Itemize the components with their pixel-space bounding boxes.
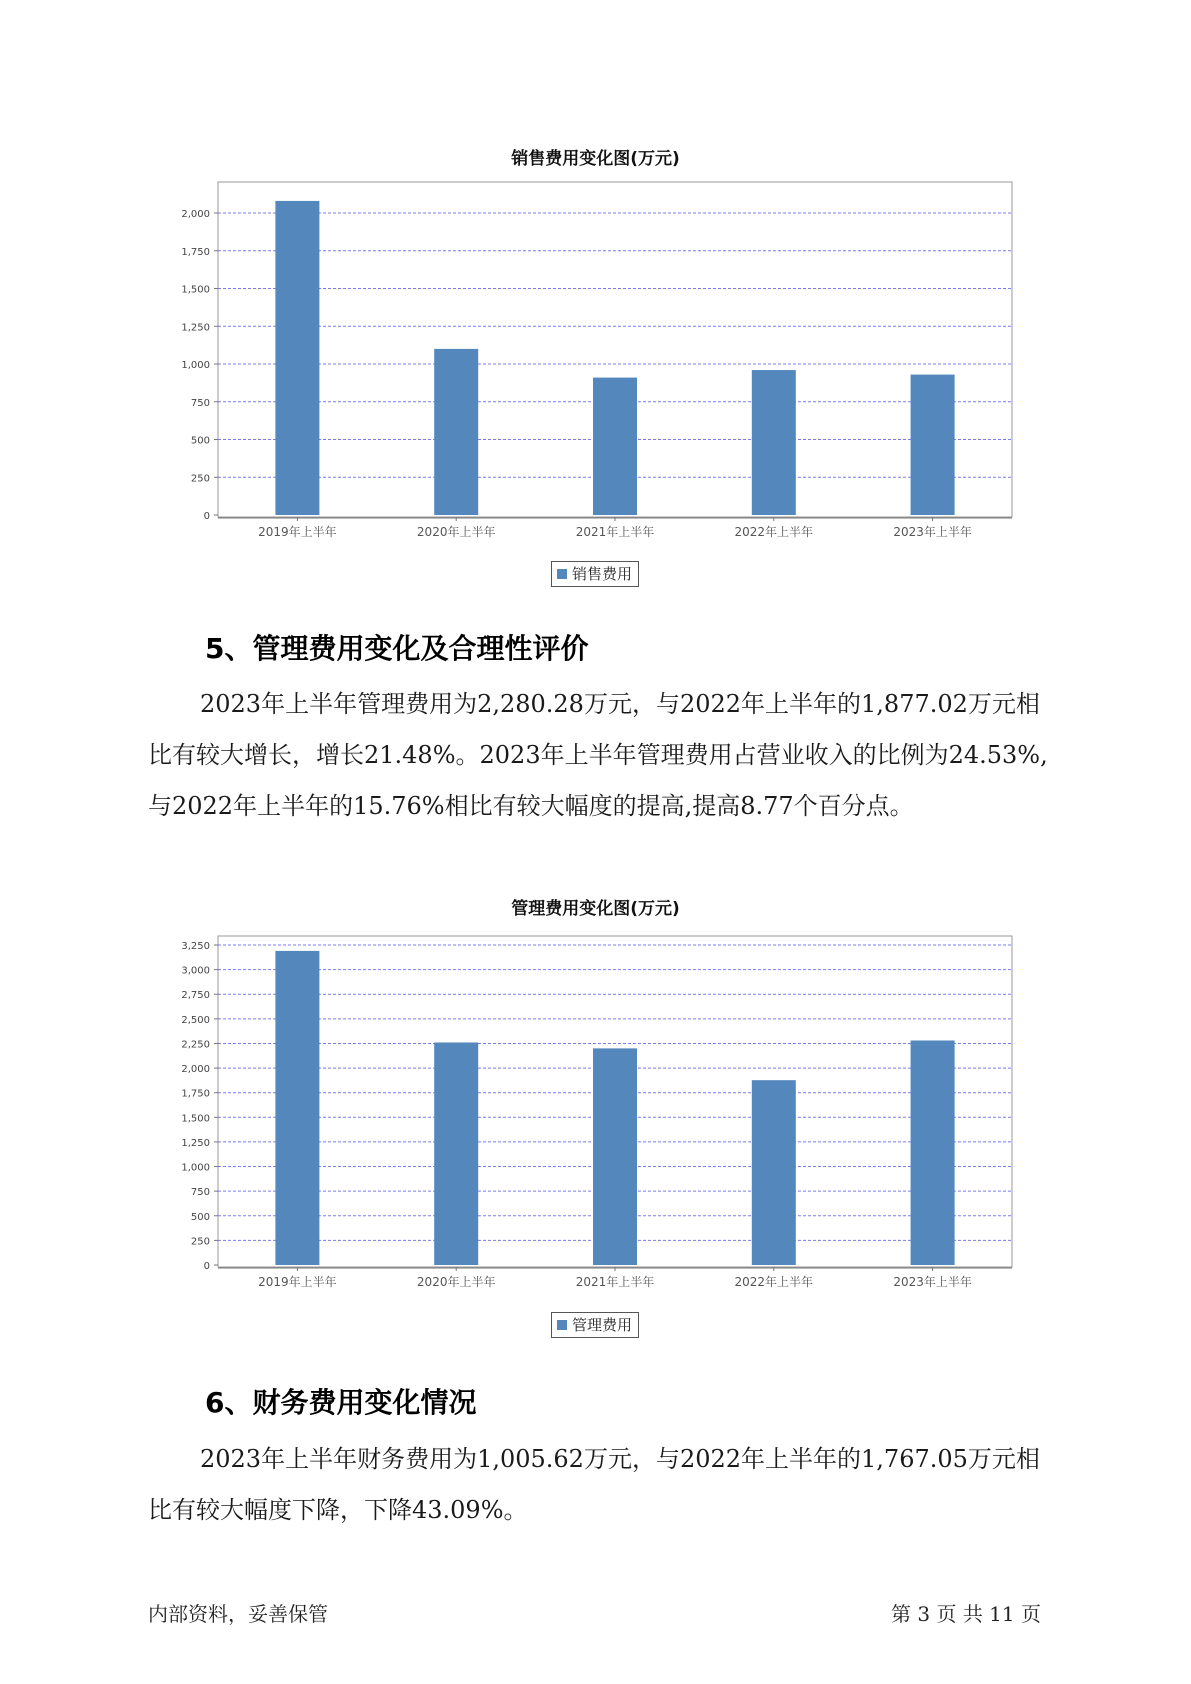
y-tick-label: 500: [190, 435, 210, 447]
y-tick-label: 0: [203, 1261, 210, 1272]
y-tick-label: 500: [190, 1211, 210, 1223]
bar: [275, 951, 319, 1265]
section-5-heading: 5、管理费用变化及合理性评价: [205, 632, 589, 665]
y-tick-label: 250: [190, 1236, 210, 1248]
y-tick-label: 1,250: [181, 1137, 210, 1149]
legend-swatch: [557, 1320, 567, 1330]
x-tick-label: 2019年上半年: [258, 525, 337, 539]
section-6-heading: 6、财务费用变化情况: [205, 1386, 477, 1419]
y-tick-label: 1,750: [181, 246, 210, 258]
x-tick-label: 2023年上半年: [893, 525, 972, 539]
x-tick-label: 2020年上半年: [416, 1275, 496, 1289]
y-tick-label: 0: [203, 511, 210, 522]
bar: [752, 1080, 796, 1265]
x-tick-label: 2020年上半年: [416, 525, 496, 539]
x-tick-label: 2019年上半年: [258, 1275, 337, 1289]
y-tick-label: 1,000: [181, 360, 210, 371]
x-tick-label: 2022年上半年: [734, 1275, 814, 1289]
section-5-text: 2023年上半年管理费用为2,280.28万元，与2022年上半年的1,877.02万元相比有较大增长，增长21.48%。2023年上半年管理费用占营业收入的比例为24.53%,与2022年上半年的15.76%相比有较大幅度的提高,提高8.77个百分点。: [148, 690, 1048, 820]
y-tick-label: 250: [190, 473, 210, 485]
y-tick-label: 2,500: [181, 1014, 210, 1026]
bar: [911, 1040, 955, 1265]
y-tick-label: 3,250: [181, 941, 210, 952]
sales-expense-chart-title: 销售费用变化图(万元): [511, 149, 680, 169]
bar: [434, 1042, 478, 1265]
admin-expense-chart-title: 管理费用变化图(万元): [511, 899, 680, 919]
section-6-paragraph: [148, 1434, 1048, 1536]
y-tick-label: 2,000: [181, 1064, 210, 1076]
section-6-text: 2023年上半年财务费用为1,005.62万元，与2022年上半年的1,767.05万元相比有较大幅度下降，下降43.09%。: [148, 1445, 1040, 1524]
x-tick-label: 2023年上半年: [893, 1275, 972, 1289]
admin-expense-legend: [551, 1312, 639, 1338]
x-tick-label: 2021年上半年: [575, 525, 655, 539]
y-tick-label: 1,500: [181, 284, 210, 296]
footer-confidential-note: 内部资料，妥善保管: [148, 1602, 328, 1626]
footer-page-number: 第 3 页 共 11 页: [891, 1602, 1041, 1626]
legend-label: 销售费用: [572, 565, 633, 583]
y-tick-label: 1,750: [181, 1088, 210, 1100]
y-tick-label: 1,000: [181, 1162, 210, 1174]
y-tick-label: 2,750: [181, 990, 210, 1002]
x-tick-label: 2021年上半年: [575, 1275, 655, 1289]
legend-label: 管理费用: [572, 1316, 633, 1334]
y-tick-label: 750: [190, 1187, 210, 1199]
x-tick-label: 2022年上半年: [734, 525, 814, 539]
y-tick-label: 1,500: [181, 1113, 210, 1125]
y-tick-label: 3,000: [181, 965, 210, 977]
y-tick-label: 750: [190, 397, 210, 409]
bar: [593, 1048, 637, 1265]
y-tick-label: 2,250: [181, 1039, 210, 1051]
y-tick-label: 1,250: [181, 322, 210, 334]
y-tick-label: 2,000: [181, 209, 210, 220]
